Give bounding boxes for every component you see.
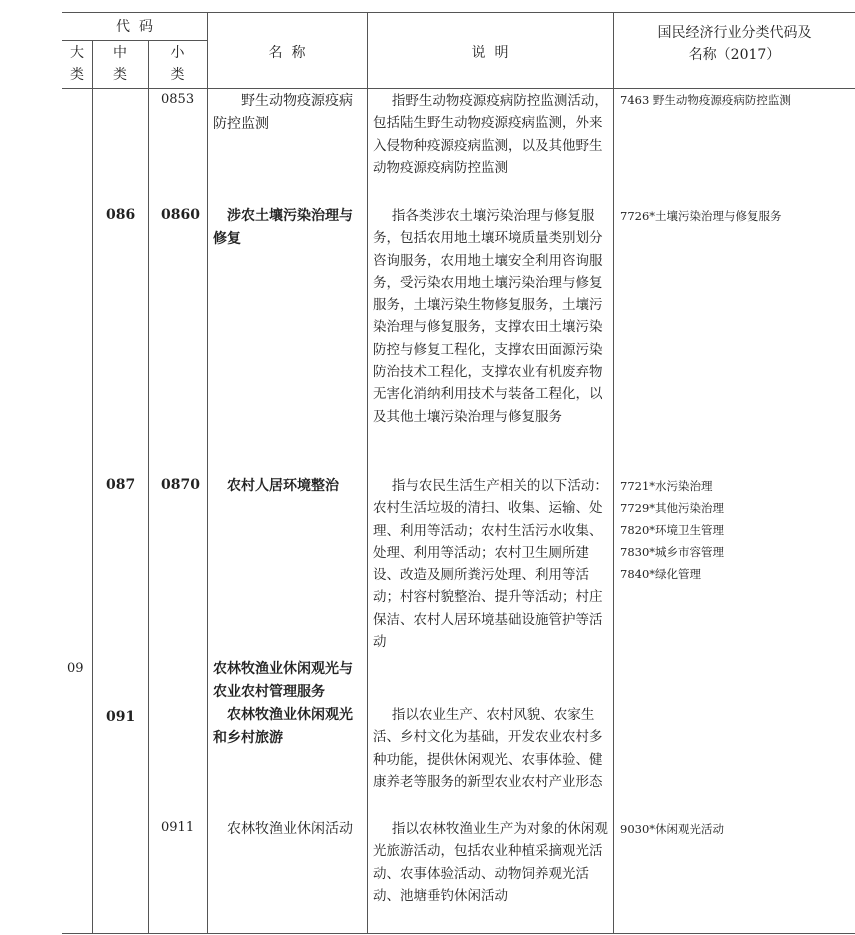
header-major: 大 类 xyxy=(70,45,84,83)
minor-code-0870: 0870 xyxy=(161,477,200,493)
row-name-0911: 农林牧渔业休闲活动 xyxy=(227,821,353,837)
row-name-0853: 野生动物疫源疫病防控监测 xyxy=(213,93,353,132)
gb-code-7830: 7830*城乡市容管理 xyxy=(620,545,725,559)
header-description: 说 明 xyxy=(471,45,509,61)
col-divider-name xyxy=(367,12,368,933)
code-subrule xyxy=(62,40,207,41)
minor-code-0860: 0860 xyxy=(161,207,200,223)
col-divider-desc xyxy=(613,12,614,933)
major-code-09: 09 xyxy=(67,661,84,676)
bottom-rule xyxy=(62,933,855,934)
row-name-0860: 涉农土壤污染治理与修复 xyxy=(213,208,353,247)
top-rule xyxy=(62,12,855,13)
minor-code-0853: 0853 xyxy=(161,92,195,107)
row-name-09: 农林牧渔业休闲观光与农业农村管理服务 xyxy=(213,661,353,700)
header-code-group: 代 码 xyxy=(116,19,153,35)
middle-code-087: 087 xyxy=(106,477,136,493)
middle-code-086: 086 xyxy=(106,207,136,223)
header-name: 名 称 xyxy=(268,45,306,61)
row-description-0911: 指以农林牧渔业生产为对象的休闲观光旅游活动，包括农业种植采摘观光活动、农事体验活动、动物饲养观光活动、池塘垂钓休闲活动 xyxy=(373,821,608,904)
gb-code-7729: 7729*其他污染治理 xyxy=(620,501,725,515)
row-description-091: 指以农业生产、农村风貌、农家生活、乡村文化为基础，开发农业农村多种功能，提供休闲观光、农事体验、健康养老等服务的新型农业农村产业形态 xyxy=(373,707,603,790)
row-description-0853: 指野生动物疫源疫病防控监测活动，包括陆生野生动物疫源疫病监测，外来入侵物种疫源疫病监测，以及其他野生动物疫源疫病防控监测 xyxy=(373,93,608,176)
row-name-091: 农林牧渔业休闲观光和乡村旅游 xyxy=(213,707,353,746)
header-gb-code: 国民经济行业分类代码及 名称（2017） xyxy=(657,25,812,63)
gb-code-9030: 9030*休闲观光活动 xyxy=(620,822,725,836)
minor-code-0911: 0911 xyxy=(161,820,195,835)
col-divider-middle xyxy=(148,40,149,933)
gb-code-7721: 7721*水污染治理 xyxy=(620,479,713,493)
gb-code-7726: 7726*土壤污染治理与修复服务 xyxy=(620,209,782,223)
row-name-0870: 农村人居环境整治 xyxy=(227,478,339,494)
col-divider-minor xyxy=(207,12,208,933)
header-middle: 中 类 xyxy=(113,45,127,83)
header-bottom-rule xyxy=(62,88,855,89)
col-divider-major xyxy=(92,40,93,933)
gb-code-7840: 7840*绿化管理 xyxy=(620,567,702,581)
row-description-0870: 指与农民生活生产相关的以下活动：农村生活垃圾的清扫、收集、运输、处理、利用等活动；农村生活污水收集、处理、利用等活动；农村卫生厕所建设、改造及厕所粪污处理、利用等活动；村容村貌整治、提升等活动；村庄保洁、农村人居环境基础设施管护等活动 xyxy=(373,478,608,651)
gb-code-7463: 7463 野生动物疫源疫病防控监测 xyxy=(620,93,791,107)
row-description-0860: 指各类涉农土壤污染治理与修复服务，包括农用地土壤环境质量类别划分咨询服务，农用地土壤安全利用咨询服务，受污染农用地土壤污染治理与修复服务，土壤污染生物修复服务，土壤污染治理与修复服务，支撑农田土壤污染防控与修复工程化，支撑农田面源污染防治技术工程化，支撑农业有机废弃物无害化消纳利用技术与装备工程化，以及其他土壤污染治理与修复服务 xyxy=(373,208,603,425)
gb-code-7820: 7820*环境卫生管理 xyxy=(620,523,725,537)
middle-code-091: 091 xyxy=(106,709,136,725)
header-minor: 小 类 xyxy=(170,45,185,83)
